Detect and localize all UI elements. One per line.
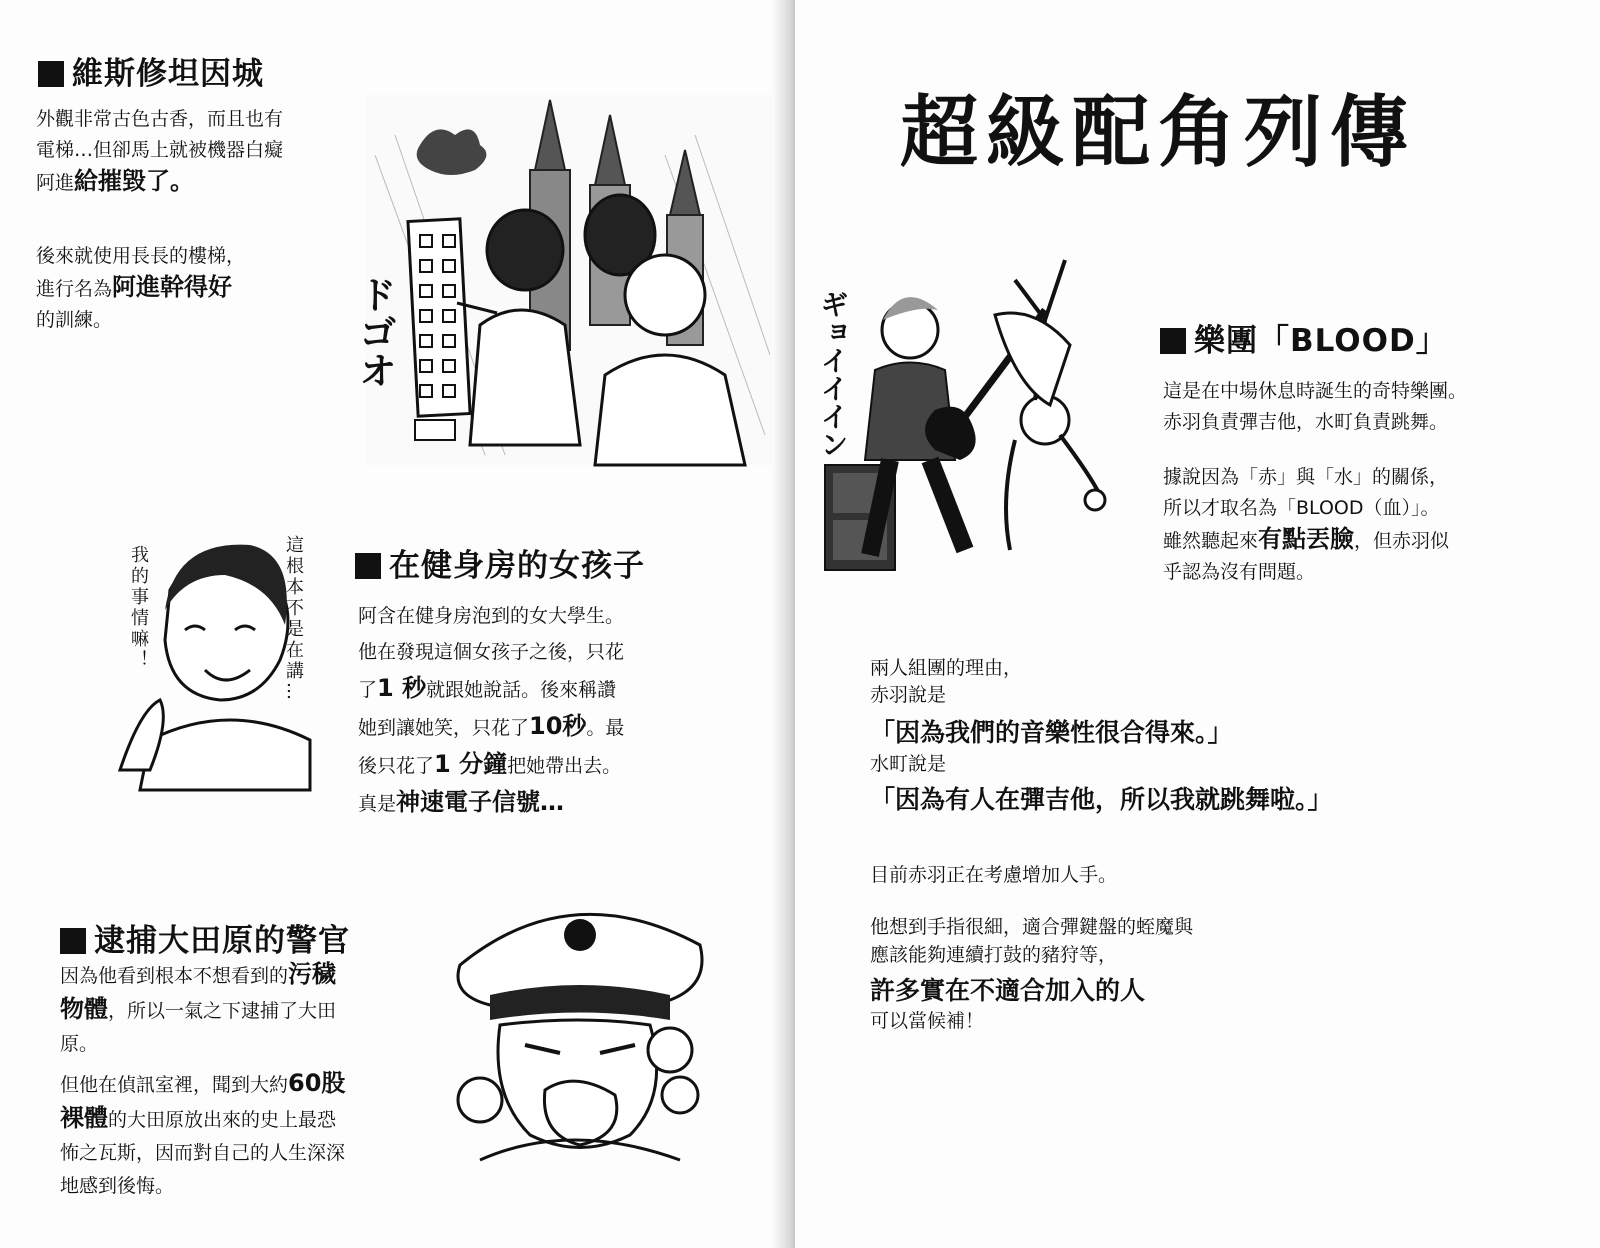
left-page <box>0 0 795 1248</box>
page-title: 超級配角列傳 <box>900 87 1417 178</box>
band-line-3: 據說因為「赤」與「水」的關係， <box>1163 466 1449 488</box>
castle-line-5: 進行名為阿進幹得好 <box>36 273 233 301</box>
band-line-2: 赤羽負責彈吉他，水町負責跳舞。 <box>1163 411 1449 433</box>
gym-line-4: 她到讓她笑，只花了10秒。最 <box>358 712 625 740</box>
police-line-3: 原。 <box>60 1033 99 1055</box>
reason-line-8: 可以當候補！ <box>870 1010 985 1032</box>
band-line-4: 所以才取名為「BLOOD（血）」。 <box>1163 497 1440 519</box>
reason-section <box>870 655 1333 1035</box>
police-line-6: 怖之瓦斯，因而對自己的人生深深 <box>60 1142 346 1164</box>
gym-heading: 在健身房的女孩子 <box>355 540 645 585</box>
police-line-5: 裸體的大田原放出來的史上最恐 <box>60 1104 337 1132</box>
sfx-guitar: ギョイイイン <box>816 290 850 458</box>
reason-line-5: 他想到手指很細，適合彈鍵盤的蛭魔與 <box>870 916 1194 938</box>
castle-line-2: 電梯…但卻馬上就被機器白癡 <box>36 139 284 161</box>
band-line-1: 這是在中場休息時誕生的奇特樂團。 <box>1163 380 1468 402</box>
castle-text <box>36 104 283 336</box>
gym-line-3: 了1 秒就跟她說話。後來稱讚 <box>358 674 617 702</box>
castle-line-4: 後來就使用長長的樓梯， <box>36 245 246 267</box>
gym-line-2: 他在發現這個女孩子之後，只花 <box>358 641 625 663</box>
gym-text <box>358 598 624 822</box>
gym-line-1: 阿含在健身房泡到的女大學生。 <box>358 605 625 627</box>
police-officer-illustration <box>440 885 720 1175</box>
castle-line-3: 阿進給摧毀了。 <box>36 167 195 195</box>
castle-elevator-illustration <box>352 95 775 465</box>
band-heading: 樂團「BLOOD」 <box>1160 315 1448 360</box>
heading-square-icon <box>60 928 86 954</box>
band-line-5: 雖然聽起來有點丟臉，但赤羽似 <box>1163 525 1450 553</box>
gym-line-5: 後只花了1 分鐘把她帶出去。 <box>358 750 622 778</box>
reason-line-3: 水町說是 <box>870 753 947 775</box>
reason-line-1: 兩人組團的理由， <box>870 657 1023 679</box>
heading-square-icon <box>1160 328 1186 354</box>
gym-line-6: 真是神速電子信號… <box>358 788 565 816</box>
reason-line-7: 許多實在不適合加入的人 <box>870 976 1146 1005</box>
reason-quote-1: 「因為我們的音樂性很合得來。」 <box>870 718 1233 747</box>
reason-line-6: 應該能夠連續打鼓的豬狩等， <box>870 944 1118 966</box>
castle-line-6: 的訓練。 <box>36 309 113 331</box>
reason-line-4: 目前赤羽正在考慮增加人手。 <box>870 864 1118 886</box>
heading-square-icon <box>38 61 64 87</box>
reason-quote-2: 「因為有人在彈吉他，所以我就跳舞啦。」 <box>870 785 1333 814</box>
gym-bubble-right: 這根本不是在講… <box>283 535 304 703</box>
police-line-2: 物體，所以一氣之下逮捕了大田 <box>60 995 337 1023</box>
band-text <box>1163 376 1467 588</box>
band-blood-illustration <box>815 220 1150 580</box>
police-line-7: 地感到後悔。 <box>60 1175 175 1197</box>
gym-bubble-left: 我的事情嘛！ <box>128 545 149 671</box>
reason-line-2: 赤羽說是 <box>870 684 947 706</box>
heading-square-icon <box>355 553 381 579</box>
sfx-dogo: ドゴオ <box>352 275 398 389</box>
police-heading: 逮捕大田原的警官 <box>60 915 350 960</box>
police-text <box>60 958 345 1203</box>
police-line-1: 因為他看到根本不想看到的污穢 <box>60 960 337 988</box>
right-page <box>795 0 1600 1248</box>
band-line-6: 乎認為沒有問題。 <box>1163 561 1316 583</box>
castle-line-1: 外觀非常古色古香，而且也有 <box>36 108 284 130</box>
police-line-4: 但他在偵訊室裡，聞到大約60股 <box>60 1069 346 1097</box>
castle-heading: 維斯修坦因城 <box>38 48 264 93</box>
